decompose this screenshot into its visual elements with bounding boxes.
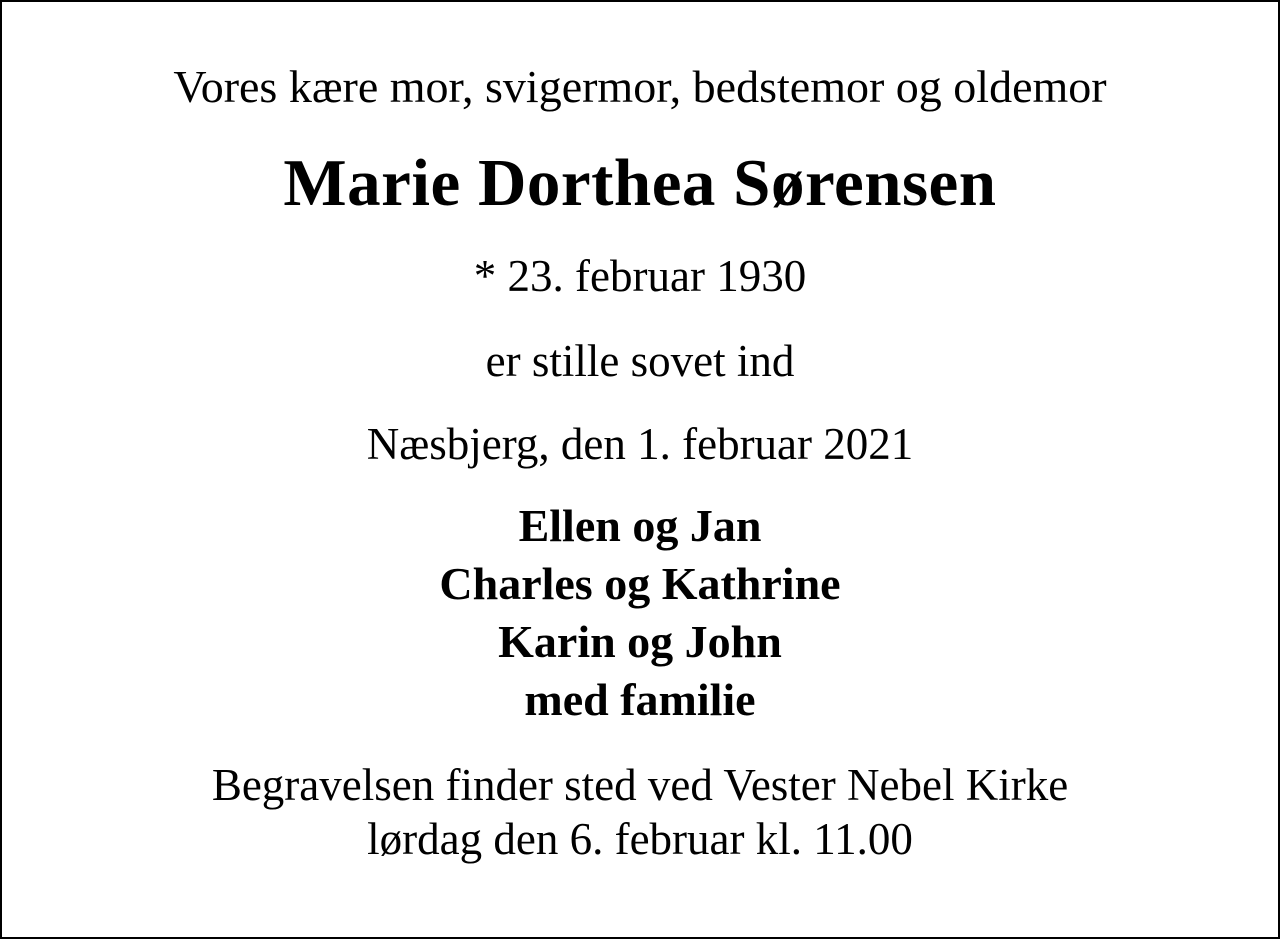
funeral-location-line: Begravelsen finder sted ved Vester Nebel Kirke <box>211 760 1069 810</box>
mourner-line: med familie <box>524 674 756 725</box>
mourners-block <box>2 497 1278 729</box>
birth-date-line: * 23. februar 1930 <box>473 251 807 301</box>
mourner-line: Charles og Kathrine <box>439 558 841 609</box>
death-phrase-line: er stille sovet ind <box>485 336 795 386</box>
intro-line: Vores kære mor, svigermor, bedstemor og oldemor <box>173 61 1107 112</box>
mourner-line: Karin og John <box>498 616 782 667</box>
mourner-line: Ellen og Jan <box>518 500 762 551</box>
funeral-time-line: lørdag den 6. februar kl. 11.00 <box>367 814 913 864</box>
place-date-line: Næsbjerg, den 1. februar 2021 <box>366 419 914 469</box>
funeral-details-block <box>2 758 1278 866</box>
deceased-name: Marie Dorthea Sørensen <box>283 146 997 220</box>
